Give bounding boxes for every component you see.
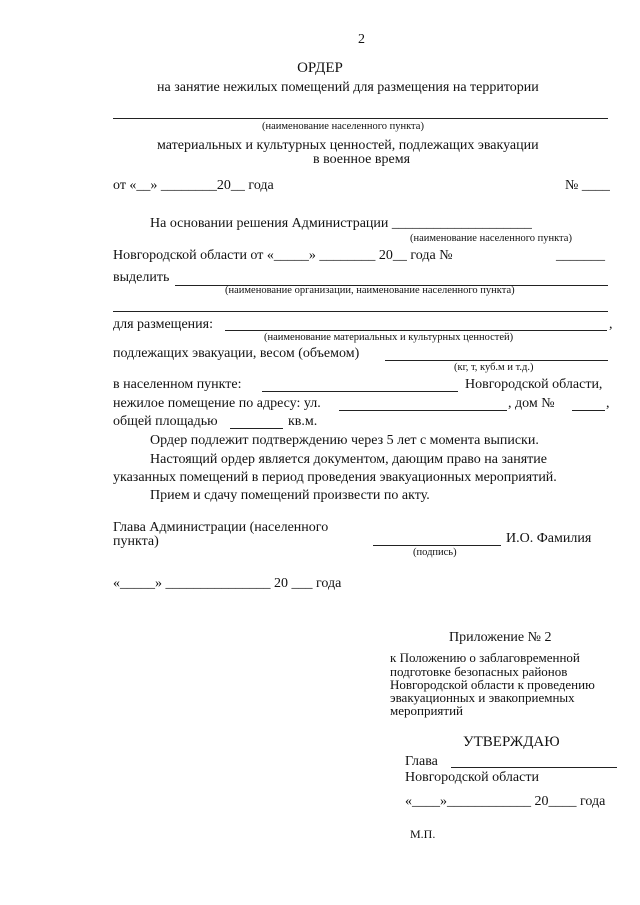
paragraph-acceptance: Прием и сдачу помещений произвести по акту. — [150, 488, 430, 503]
head-title-line1: Глава Администрации (населенного — [113, 520, 329, 535]
locality-region: Новгородской области, — [465, 377, 603, 392]
appendix-line-2: подготовке безопасных районов — [390, 664, 568, 679]
area-unit: кв.м. — [288, 414, 318, 429]
order-number-line: № ____ — [565, 178, 610, 193]
signature-date-line: «_____» _______________ 20 ___ года — [113, 576, 342, 591]
area-label: общей площадью — [113, 414, 218, 429]
placement-label: для размещения: — [113, 317, 213, 332]
org-blank-line-2 — [113, 311, 608, 312]
placement-comma: , — [609, 317, 613, 332]
approve-head-blank-line — [451, 767, 617, 768]
approve-region: Новгородской области — [405, 770, 539, 785]
weight-label: подлежащих эвакуации, весом (объемом) — [113, 346, 360, 361]
locality-blank-line — [262, 391, 458, 392]
street-blank-line — [339, 410, 507, 411]
order-subtitle: на занятие нежилых помещений для размещения на территории — [157, 80, 539, 95]
order-title: ОРДЕР — [297, 60, 343, 76]
caption-settlement: (наименование населенного пункта) — [262, 121, 424, 132]
appendix-line-1: к Положению о заблаговременной — [390, 650, 580, 665]
approve-title: УТВЕРЖДАЮ — [463, 734, 560, 750]
caption-admin: (наименование населенного пункта) — [410, 233, 572, 244]
stamp-placeholder: М.П. — [410, 827, 436, 841]
caption-org: (наименование организации, наименование населенного пункта) — [225, 285, 515, 296]
placement-blank-line — [225, 330, 607, 331]
weight-blank-line — [385, 360, 608, 361]
head-name: И.О. Фамилия — [506, 531, 592, 546]
signature-line — [373, 545, 501, 546]
paragraph-document-b: указанных помещений в период проведения эвакуационных мероприятий. — [113, 470, 557, 485]
house-blank-line — [572, 410, 605, 411]
locality-label: в населенном пункте: — [113, 377, 242, 392]
appendix-line-5: мероприятий — [390, 703, 463, 718]
order-subtitle-2: материальных и культурных ценностей, подлежащих эвакуации — [157, 138, 539, 153]
caption-signature: (подпись) — [413, 547, 457, 558]
house-comma: , — [606, 396, 610, 411]
basis-line: На основании решения Администрации ____________________ — [150, 216, 532, 231]
paragraph-document-a: Настоящий ордер является документом, дающим право на занятие — [150, 452, 547, 467]
allocate-label: выделить — [113, 270, 170, 285]
region-line: Новгородской области от «_____» ________ 20__ года № — [113, 248, 453, 263]
page-number: 2 — [358, 32, 365, 47]
appendix-line-3: Новгородской области к проведению — [390, 677, 595, 692]
region-line-number: _______ — [556, 248, 605, 263]
address-label: нежилое помещение по адресу: ул. — [113, 396, 321, 411]
paragraph-confirmation: Ордер подлежит подтверждению через 5 лет с момента выписки. — [150, 433, 539, 448]
house-label: , дом № — [508, 396, 555, 411]
area-blank-line — [230, 428, 283, 429]
caption-values: (наименование материальных и культурных ценностей) — [264, 332, 514, 343]
settlement-blank-line — [113, 118, 608, 119]
order-subtitle-3: в военное время — [313, 152, 411, 167]
caption-units: (кг, т, куб.м и т.д.) — [454, 362, 534, 373]
head-title-line2: пункта) — [113, 534, 159, 549]
order-date-line: от «__» ________20__ года — [113, 178, 274, 193]
approve-head-label: Глава — [405, 754, 438, 769]
appendix-title: Приложение № 2 — [449, 630, 552, 645]
appendix-line-4: эвакуационных и эвакоприемных — [390, 690, 575, 705]
approve-date-line: «____»____________ 20____ года — [405, 794, 606, 809]
